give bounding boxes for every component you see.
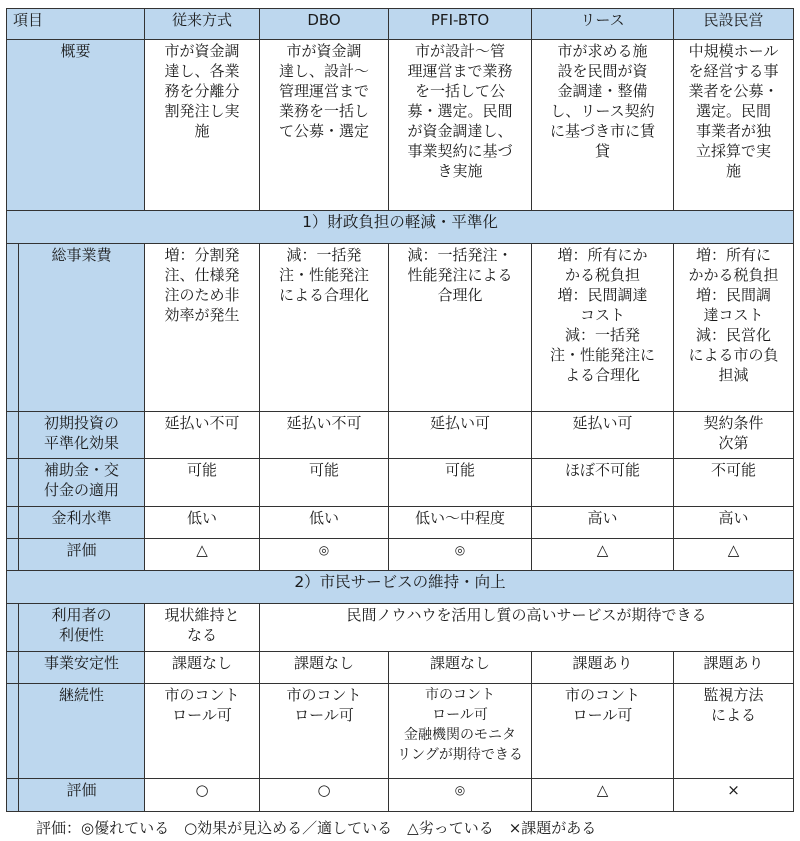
section2-title: 2）市民サービスの維持・向上 — [7, 571, 794, 604]
evaluation-symbol: ◎ — [389, 539, 532, 571]
table-cell: 課題あり — [532, 652, 674, 684]
merged-cell: 民間ノウハウを活用し質の高いサービスが期待できる — [260, 604, 794, 652]
table-cell: 課題なし — [389, 652, 532, 684]
table-cell: 高い — [532, 507, 674, 539]
evaluation-legend: 評価：◎優れている ○効果が見込める／適している △劣っている ×課題がある — [36, 819, 597, 837]
table-row — [7, 652, 794, 684]
section2-header-row — [7, 571, 794, 604]
header-private: 民設民営 — [674, 9, 794, 40]
indent-spacer — [7, 459, 19, 507]
overview-label: 概要 — [7, 40, 145, 211]
table-cell: 課題なし — [145, 652, 260, 684]
table-cell: 高い — [674, 507, 794, 539]
table-cell: 市のコント ロール可 金融機関のモニタ リングが期待できる — [389, 684, 532, 779]
row-label: 評価 — [19, 539, 145, 571]
table-cell: 契約条件 次第 — [674, 412, 794, 459]
evaluation-symbol: △ — [145, 539, 260, 571]
table-cell: 増：所有にか かる税負担 増：民間調達 コスト 減：一括発 注・性能発注に よる合理化 — [532, 244, 674, 412]
table-cell: 延払い不可 — [260, 412, 389, 459]
table-cell: 延払い可 — [389, 412, 532, 459]
table-cell: 不可能 — [674, 459, 794, 507]
table-cell: 減：一括発注・ 性能発注による 合理化 — [389, 244, 532, 412]
row-label: 初期投資の 平準化効果 — [19, 412, 145, 459]
table-row — [7, 507, 794, 539]
indent-spacer — [7, 779, 19, 812]
table-cell: 現状維持と なる — [145, 604, 260, 652]
table-cell: 低い～中程度 — [389, 507, 532, 539]
section1-header-row — [7, 211, 794, 244]
evaluation-symbol: ○ — [145, 779, 260, 812]
indent-spacer — [7, 539, 19, 571]
table-cell: 減：一括発 注・性能発注 による合理化 — [260, 244, 389, 412]
row-label: 事業安定性 — [19, 652, 145, 684]
comparison-table — [6, 8, 794, 812]
header-lease: リース — [532, 9, 674, 40]
overview-cell: 市が資金調 達し、各業 務を分離分 割発注し実 施 — [145, 40, 260, 211]
table-cell: 可能 — [260, 459, 389, 507]
row-label: 補助金・交 付金の適用 — [19, 459, 145, 507]
table-row — [7, 244, 794, 412]
table-cell: 市のコント ロール可 — [532, 684, 674, 779]
evaluation-row — [7, 539, 794, 571]
header-row — [7, 9, 794, 40]
overview-cell: 市が求める施 設を民間が資 金調達・整備 し、リース契約 に基づき市に賃 貸 — [532, 40, 674, 211]
header-dbo: DBO — [260, 9, 389, 40]
evaluation-symbol: △ — [532, 539, 674, 571]
indent-spacer — [7, 412, 19, 459]
evaluation-symbol: × — [674, 779, 794, 812]
table-cell: 課題あり — [674, 652, 794, 684]
table-cell: 可能 — [389, 459, 532, 507]
evaluation-symbol: △ — [532, 779, 674, 812]
table-cell: 増：所有に かかる税負担 増：民間調 達コスト 減：民営化 による市の負 担減 — [674, 244, 794, 412]
table-row — [7, 684, 794, 779]
row-label: 利用者の 利便性 — [19, 604, 145, 652]
evaluation-row — [7, 779, 794, 812]
row-label: 評価 — [19, 779, 145, 812]
evaluation-symbol: ◎ — [260, 539, 389, 571]
header-item: 項目 — [7, 9, 145, 40]
table-cell: 低い — [145, 507, 260, 539]
indent-spacer — [7, 652, 19, 684]
table-cell: 市のコント ロール可 — [260, 684, 389, 779]
row-label: 総事業費 — [19, 244, 145, 412]
table-cell: 可能 — [145, 459, 260, 507]
overview-cell: 市が設計～管 理運営まで業務 を一括して公 募・選定。民間 が資金調達し、 事業契約に基づ き実施 — [389, 40, 532, 211]
evaluation-symbol: ◎ — [389, 779, 532, 812]
indent-spacer — [7, 244, 19, 412]
section1-title: 1）財政負担の軽減・平準化 — [7, 211, 794, 244]
table-cell: 課題なし — [260, 652, 389, 684]
table-cell: 監視方法 による — [674, 684, 794, 779]
table-cell: 増：分割発 注、仕様発 注のため非 効率が発生 — [145, 244, 260, 412]
table-row — [7, 604, 794, 652]
table-cell: 延払い不可 — [145, 412, 260, 459]
table-row — [7, 412, 794, 459]
indent-spacer — [7, 604, 19, 652]
evaluation-symbol: △ — [674, 539, 794, 571]
table-cell: 低い — [260, 507, 389, 539]
overview-row — [7, 40, 794, 211]
table-cell: 市のコント ロール可 — [145, 684, 260, 779]
table-cell: ほぼ不可能 — [532, 459, 674, 507]
indent-spacer — [7, 507, 19, 539]
table-cell: 延払い可 — [532, 412, 674, 459]
header-pfi-bto: PFI-BTO — [389, 9, 532, 40]
row-label: 継続性 — [19, 684, 145, 779]
overview-cell: 市が資金調 達し、設計～ 管理運営まで 業務を一括し て公募・選定 — [260, 40, 389, 211]
overview-cell: 中規模ホール を経営する事 業者を公募・ 選定。民間 事業者が独 立採算で実 施 — [674, 40, 794, 211]
indent-spacer — [7, 684, 19, 779]
row-label: 金利水準 — [19, 507, 145, 539]
table-row — [7, 459, 794, 507]
evaluation-symbol: ○ — [260, 779, 389, 812]
header-conventional: 従来方式 — [145, 9, 260, 40]
